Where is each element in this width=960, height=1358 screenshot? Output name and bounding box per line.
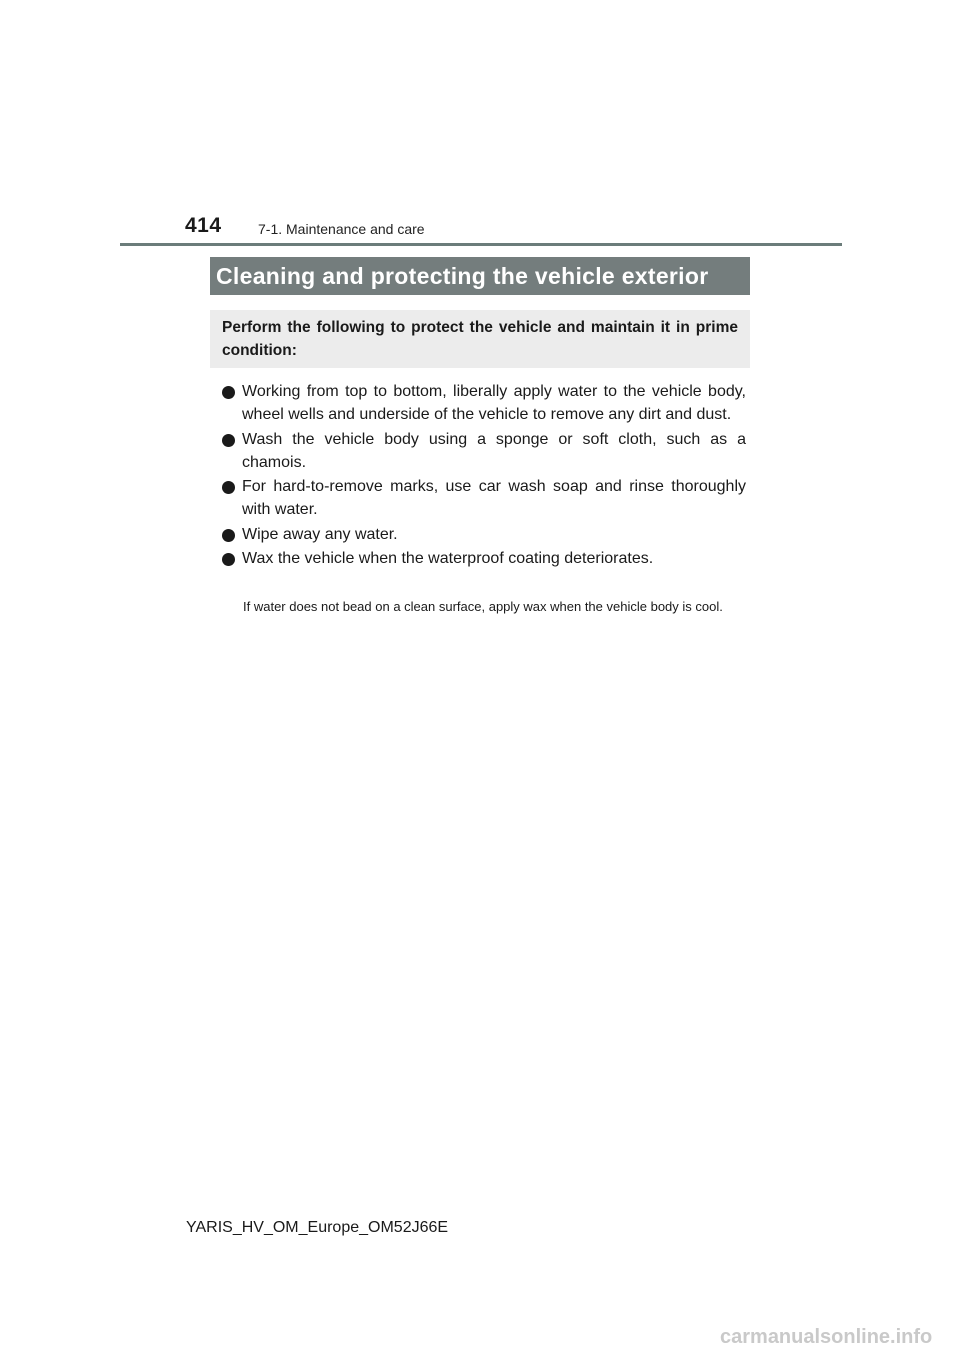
list-item [222,547,746,570]
note-text: If water does not bead on a clean surface, apply wax when the vehicle body is cool. [243,599,723,614]
section-label: 7-1. Maintenance and care [258,221,425,237]
list-item-text: Wax the vehicle when the waterproof coating deteriorates. [242,550,654,568]
page-number: 414 [185,214,222,237]
list-item [222,475,746,522]
bullet-icon [222,553,235,566]
header-divider [120,243,842,246]
document-code: YARIS_HV_OM_Europe_OM52J66E [186,1219,449,1236]
list-item-text: For hard-to-remove marks, use car wash soap and rinse thoroughly with water. [242,478,746,519]
bullet-icon [222,434,235,447]
bullet-icon [222,481,235,494]
bullet-icon [222,529,235,542]
instruction-list [222,380,746,571]
list-item-text: Wipe away any water. [242,525,398,543]
list-item [222,380,746,427]
watermark-link[interactable]: carmanualsonline.info [720,1326,933,1348]
list-item-text: Working from top to bottom, liberally apply water to the vehicle body, wheel wells and underside of the vehicle to remove any dirt and dust. [242,383,746,424]
list-item [222,428,746,475]
bullet-icon [222,386,235,399]
list-item [222,523,746,546]
page-title: Cleaning and protecting the vehicle exterior [216,263,709,289]
list-item-text: Wash the vehicle body using a sponge or soft cloth, such as a chamois. [242,430,746,471]
intro-text: Perform the following to protect the vehicle and maintain it in prime condition: [222,319,738,359]
